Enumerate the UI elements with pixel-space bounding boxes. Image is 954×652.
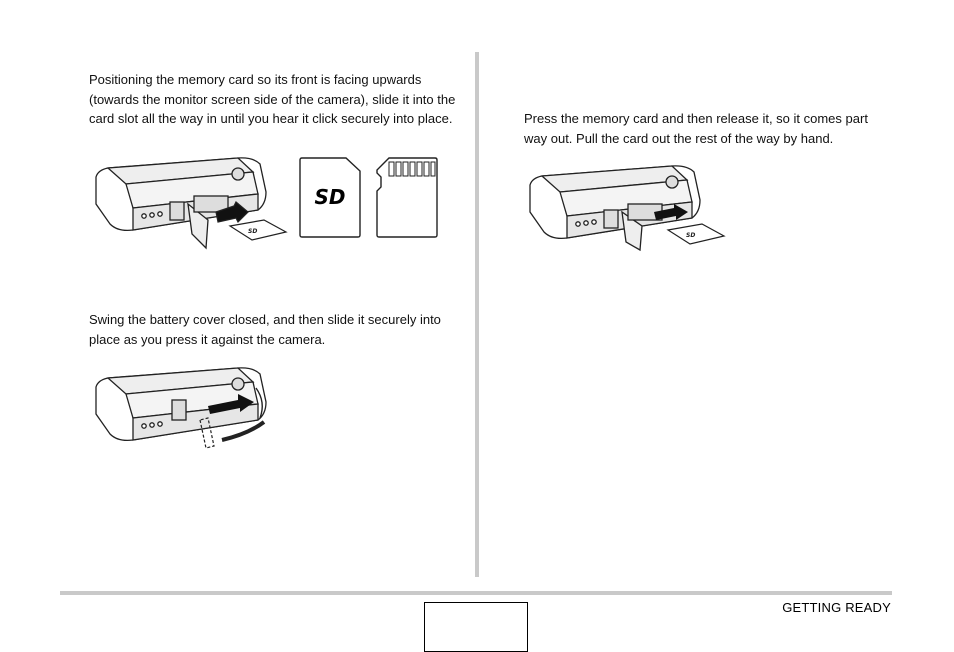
footer-divider <box>60 591 892 595</box>
sd-card-back-illustration <box>375 157 441 239</box>
insert-card-illustration <box>88 152 288 252</box>
sd-logo: SD <box>314 185 346 209</box>
section-label: GETTING READY <box>782 600 891 615</box>
remove-card-instruction: Press the memory card and then release it, so it comes part way out. Pull the card out the rest of the way by hand. <box>524 111 868 146</box>
page-number-box <box>424 602 528 652</box>
svg-text:SD: SD <box>248 228 258 235</box>
insert-card-instruction: Positioning the memory card so its front is facing upwards (towards the monitor screen side of the camera), slide it into the card slot all the way in until you hear it click securely into place. <box>89 72 456 127</box>
column-divider <box>475 52 479 577</box>
close-cover-instruction: Swing the battery cover closed, and then slide it securely into place as you press it against the camera. <box>89 312 441 347</box>
sd-card-front-illustration <box>298 157 362 239</box>
close-cover-illustration <box>88 362 273 452</box>
remove-card-illustration <box>522 160 727 252</box>
svg-text:SD: SD <box>686 232 696 239</box>
